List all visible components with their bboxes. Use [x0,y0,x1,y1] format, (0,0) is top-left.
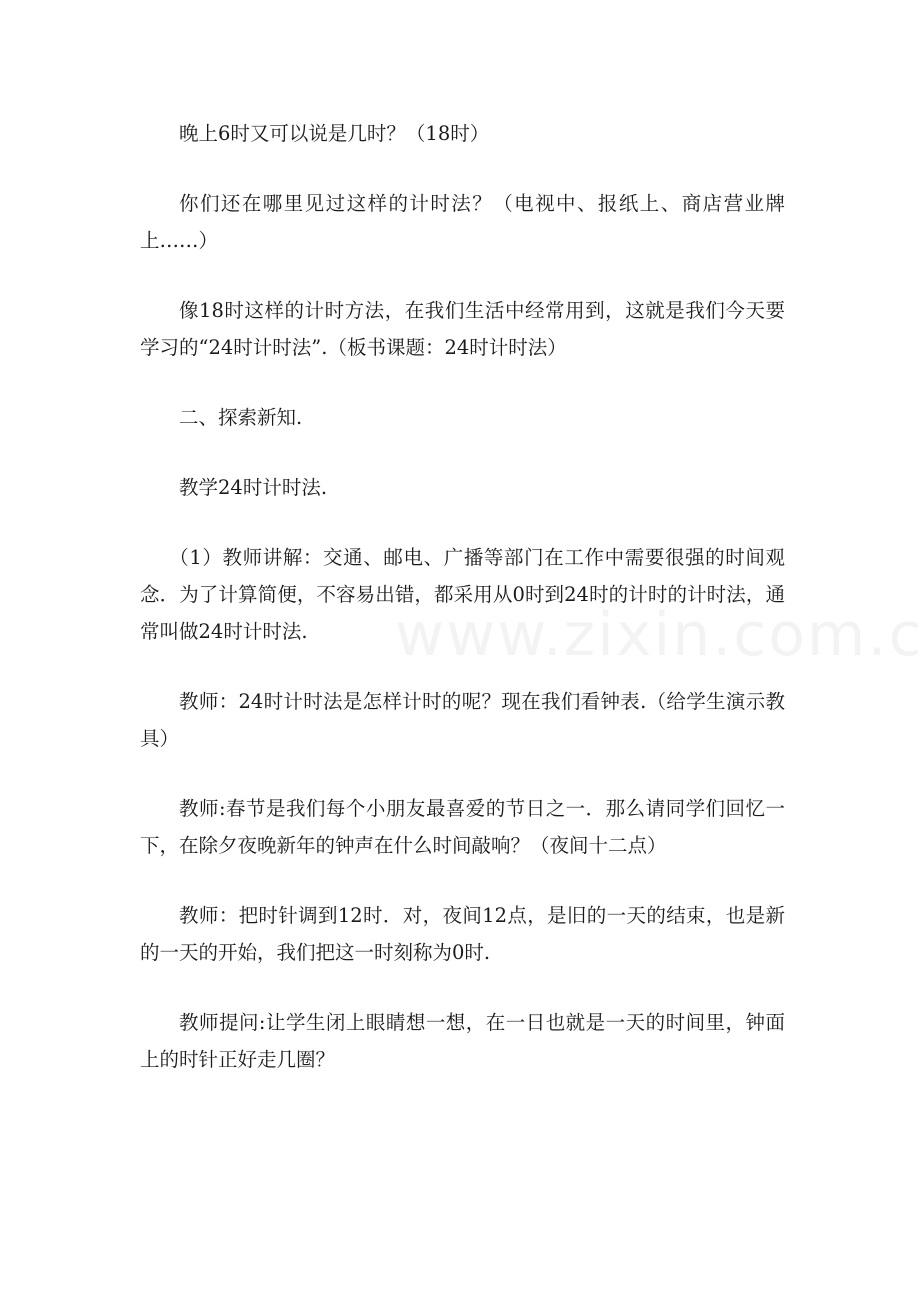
paragraph-where-seen: 你们还在哪里见过这样的计时法？（电视中、报纸上、商店营业牌上……） [140,192,785,252]
paragraph-teacher-clock: 教师：24时计时法是怎样计时的呢？现在我们看钟表.（给学生演示教具） [140,690,785,750]
paragraph-teacher-spring-festival: 教师:春节是我们每个小朋友最喜爱的节日之一．那么请同学们回忆一下，在除夕夜晚新年的钟声在什么时间敲响？（夜间十二点） [140,797,785,857]
paragraph-teacher-explain: （1）教师讲解：交通、邮电、广播等部门在工作中需要很强的时间观念．为了计算简便，不容易出错，都采用从0时到24时的计时的计时法，通常叫做24时计时法. [140,546,785,643]
document-body [140,115,785,1111]
paragraph-teach-24h: 教学24时计时法. [179,476,328,499]
paragraph-teacher-zero-hour: 教师：把时针调到12时．对，夜间12点，是旧的一天的结束，也是新的一天的开始，我们把这一时刻称为0时. [140,904,785,964]
paragraph-lesson-topic: 像18时这样的计时方法，在我们生活中经常用到，这就是我们今天要学习的“24时计时法”.（板书课题：24时计时法） [140,299,785,359]
paragraph-teacher-question: 教师提问:让学生闭上眼睛想一想，在一日也就是一天的时间里，钟面上的时针正好走几圈？ [140,1011,785,1071]
section-heading-explore: 二、探索新知. [179,406,303,429]
paragraph-question-18: 晚上6时又可以说是几时？（18时） [179,122,490,145]
